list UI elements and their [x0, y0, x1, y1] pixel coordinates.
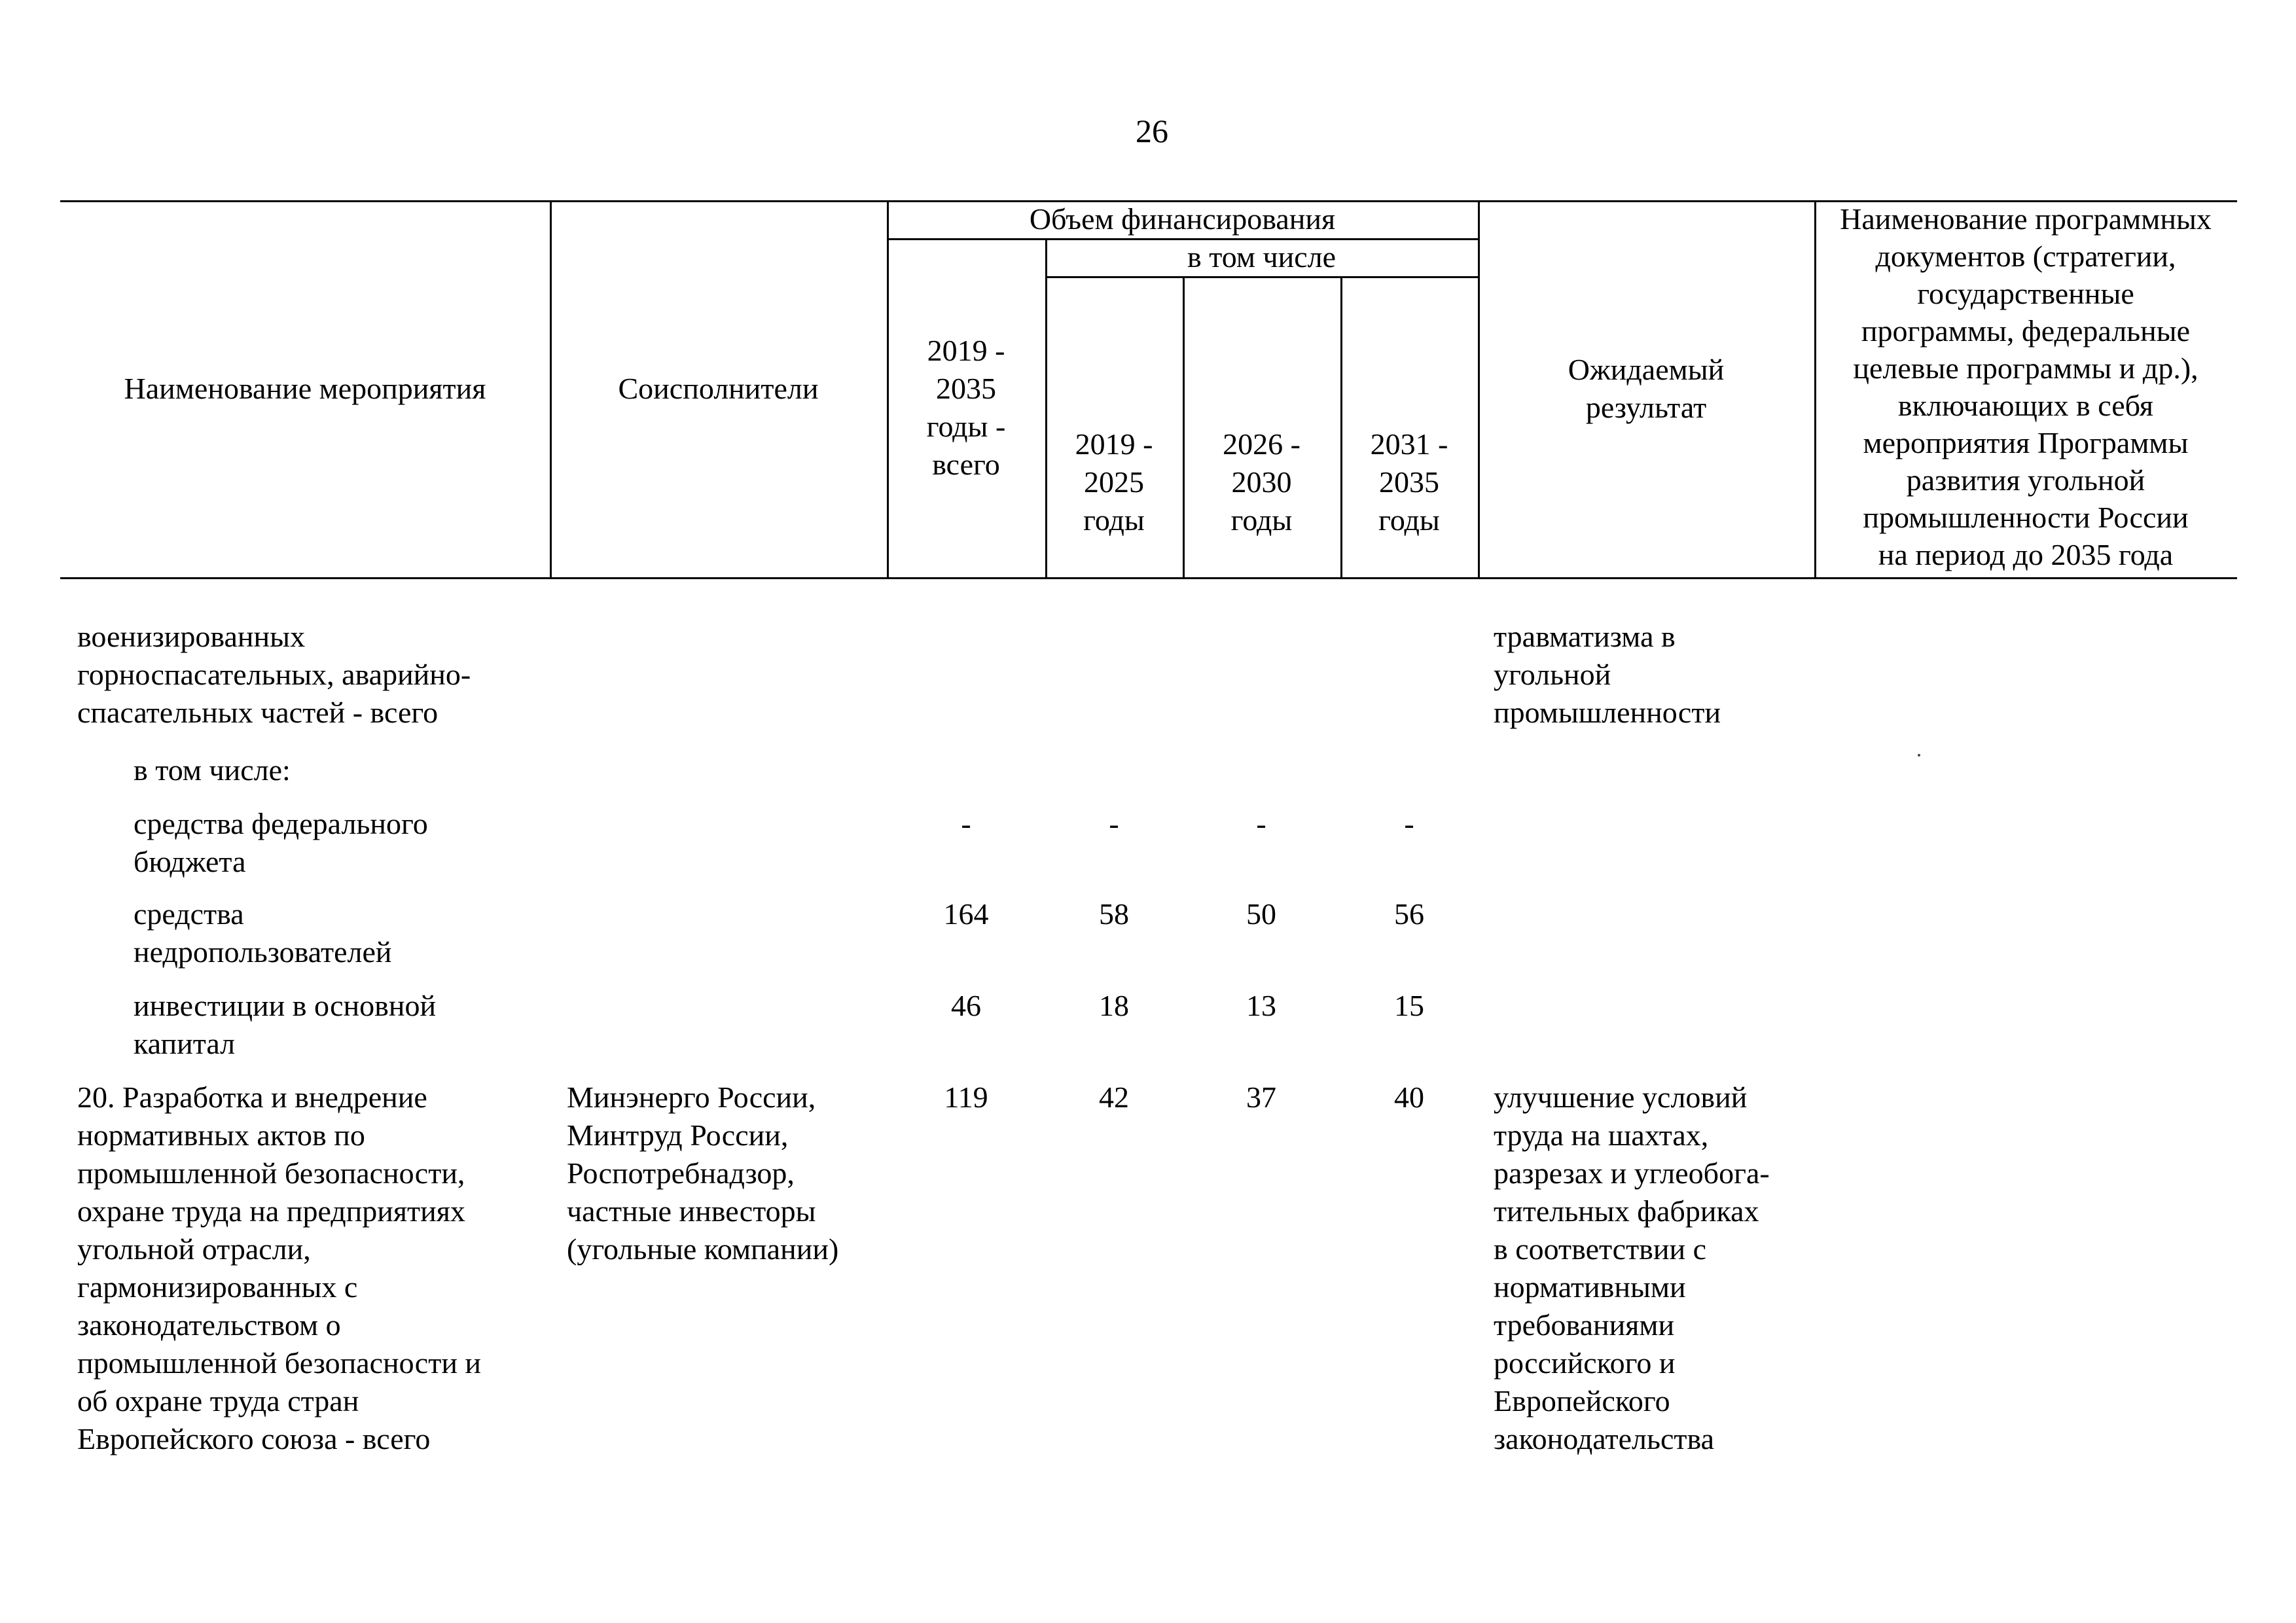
- header-bottom-rule: [60, 577, 2237, 579]
- header-2026-2030: 2026 - 2030 годы: [1223, 427, 1300, 537]
- value-2026-2030: 50: [1246, 897, 1276, 931]
- value-total: -: [961, 807, 971, 840]
- value-2031-2035: 40: [1394, 1080, 1424, 1114]
- value-2026-2030: 37: [1246, 1080, 1276, 1114]
- header-program-documents: Наименование программных документов (стратегии, государственные программы, федеральные целевые программы и др.), включающих в себя мероприятия Программы развития угольной промышленности России на период до 2035 года: [1840, 202, 2212, 571]
- row-expected-result: улучшение условий труда на шахтах, разрезах и углеобога- тительных фабриках в соответствии с нормативными требованиями российского и Европейского законодательства: [1494, 1080, 1770, 1455]
- row-event-name: средства недропользователей: [134, 897, 392, 969]
- row-event-name: средства федерального бюджета: [134, 807, 428, 878]
- header-coexecutors: Соисполнители: [618, 372, 819, 405]
- row-event-name: инвестиции в основной капитал: [134, 989, 437, 1060]
- value-2019-2025: -: [1109, 807, 1119, 840]
- header-2019-2025: 2019 - 2025 годы: [1075, 427, 1153, 537]
- value-2031-2035: 15: [1394, 989, 1424, 1022]
- value-2019-2025: 18: [1099, 989, 1129, 1022]
- row-event-name: в том числе:: [134, 753, 291, 787]
- row-expected-result: травматизма в угольной промышленности: [1494, 620, 1721, 729]
- value-total: 46: [951, 989, 981, 1022]
- value-2026-2030: 13: [1246, 989, 1276, 1022]
- value-total: 119: [944, 1080, 988, 1114]
- value-2031-2035: 56: [1394, 897, 1424, 931]
- header-financing-group: Объем финансирования: [1029, 202, 1336, 236]
- page-number: 26: [1136, 113, 1168, 149]
- header-2031-2035: 2031 - 2035 годы: [1370, 427, 1448, 537]
- value-2026-2030: -: [1256, 807, 1266, 840]
- header-expected-result: Ожидаемый результат: [1568, 353, 1725, 424]
- value-2019-2025: 42: [1099, 1080, 1129, 1114]
- value-2031-2035: -: [1404, 807, 1414, 840]
- row-coexecutors: Минэнерго России, Минтруд России, Роспотребнадзор, частные инвесторы (угольные компании): [567, 1080, 839, 1266]
- row-event-name: военизированных горноспасательных, аварийно- спасательных частей - всего: [77, 620, 471, 729]
- value-total: 164: [943, 897, 989, 931]
- row-event-name: 20. Разработка и внедрение нормативных актов по промышленной безопасности, охране труда на предприятиях угольной отрасли, гармонизированных с законодательством о промышленной безопасности и об охране труда стран Европейского союза - всего: [77, 1080, 482, 1455]
- header-including-group: в том числе: [1187, 240, 1336, 274]
- value-2019-2025: 58: [1099, 897, 1129, 931]
- header-total: 2019 - 2035 годы - всего: [926, 334, 1006, 481]
- header-event-name: Наименование мероприятия: [124, 372, 486, 405]
- scan-speck: [1918, 754, 1920, 757]
